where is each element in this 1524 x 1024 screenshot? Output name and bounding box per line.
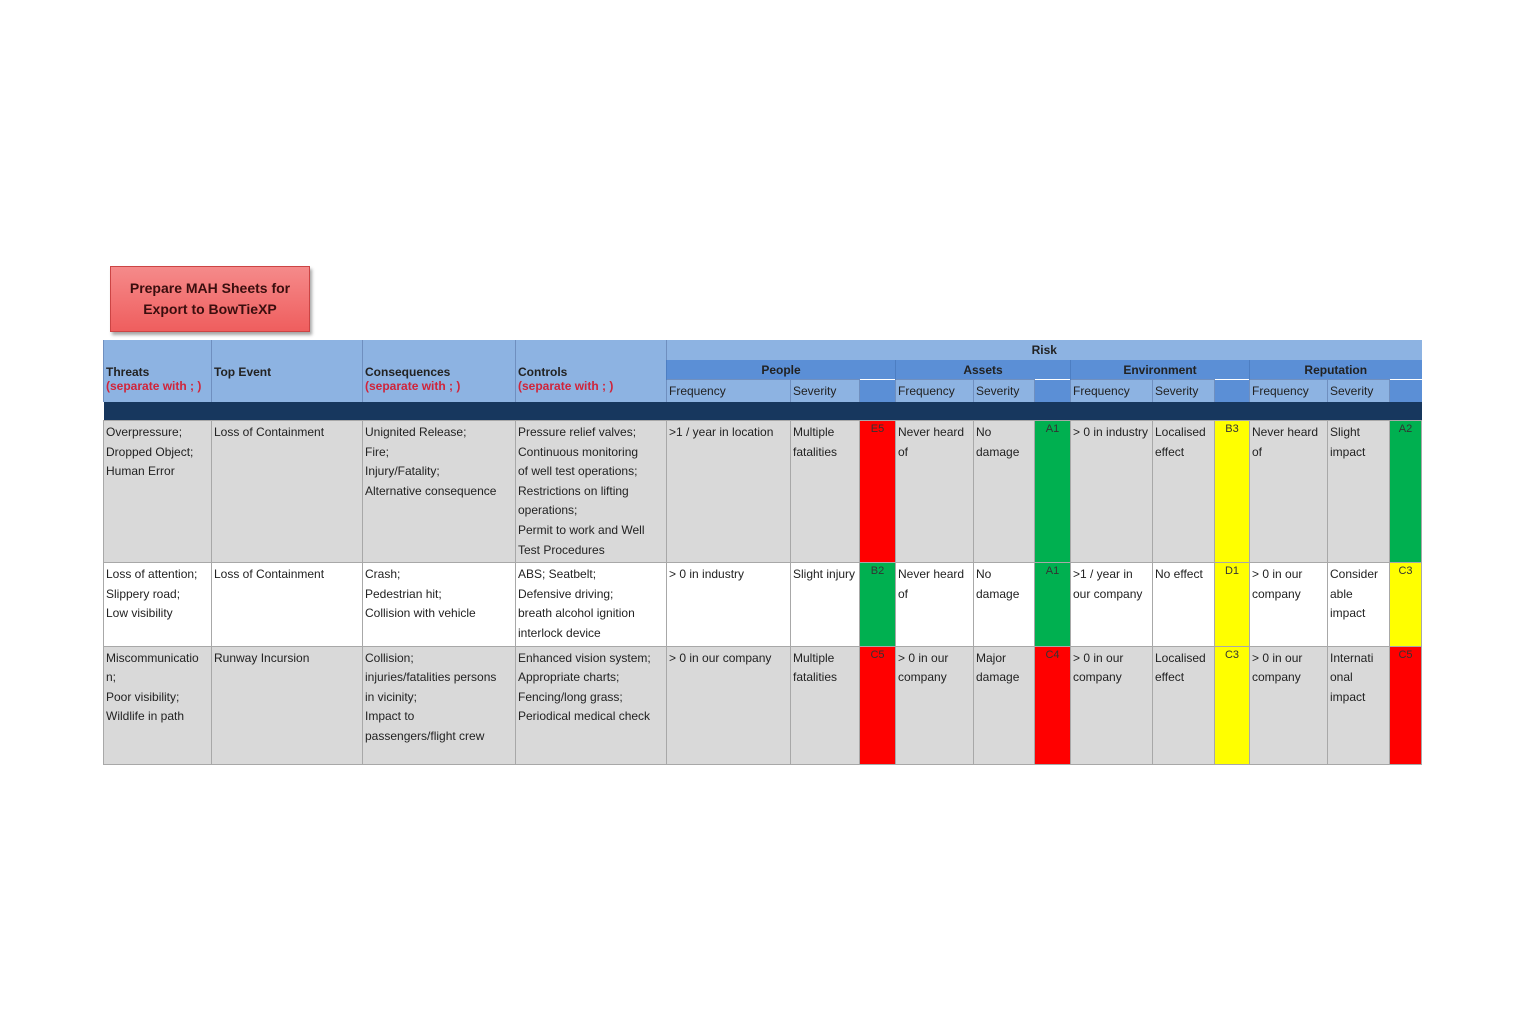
controls-cell-line: Periodical medical check (518, 709, 651, 724)
threats-cell-line: Poor visibility; (106, 689, 180, 704)
controls-cell-line: operations; (518, 503, 578, 518)
top-event-cell[interactable]: Loss of Containment (212, 421, 363, 563)
consequences-header (363, 340, 516, 402)
reputation-risk-rating[interactable]: C3 (1390, 563, 1422, 646)
people-frequency-cell[interactable]: > 0 in industry (667, 563, 791, 646)
people-rating-header (860, 380, 896, 403)
button-label-line2: Export to BowTieXP (143, 301, 277, 317)
top-event-cell[interactable]: Runway Incursion (212, 646, 363, 764)
threats-header-label: Threats (106, 365, 150, 379)
threats-cell[interactable] (104, 563, 212, 646)
threats-cell[interactable] (104, 646, 212, 764)
controls-header (516, 340, 667, 402)
consequences-cell-line: Crash; (365, 567, 401, 582)
controls-cell-line: Defensive driving; (518, 586, 614, 601)
threats-separate-note: (separate with ; ) (106, 379, 202, 393)
threats-cell-line: Slippery road; (106, 586, 181, 601)
controls-cell[interactable] (516, 646, 667, 764)
people-header: People (667, 360, 896, 380)
assets-frequency-cell[interactable]: Never heard of (896, 421, 974, 563)
reputation-header: Reputation (1250, 360, 1422, 380)
people-risk-rating[interactable]: E5 (860, 421, 896, 563)
controls-cell-line: Continuous monitoring (518, 444, 639, 459)
consequences-cell[interactable] (363, 646, 516, 764)
controls-cell-line: Test Procedures (518, 542, 605, 557)
data-rows (104, 421, 1422, 765)
assets-risk-rating[interactable]: A1 (1035, 563, 1071, 646)
threats-header (104, 340, 212, 402)
people-frequency-cell[interactable]: >1 / year in location (667, 421, 791, 563)
prepare-mah-sheets-button[interactable] (110, 266, 310, 332)
table-row (104, 646, 1422, 764)
threats-cell-line: Low visibility (106, 606, 173, 621)
threats-cell-line: Wildlife in path (106, 709, 185, 724)
consequences-cell[interactable] (363, 421, 516, 563)
environment-risk-rating[interactable]: B3 (1215, 421, 1250, 563)
risk-header: Risk (667, 340, 1422, 360)
consequences-cell-line: Collision; (365, 650, 414, 665)
reputation-severity-cell[interactable]: Internati onal impact (1328, 646, 1390, 764)
consequences-header-label: Consequences (365, 365, 451, 379)
controls-separate-note: (separate with ; ) (518, 379, 614, 393)
consequences-cell[interactable] (363, 563, 516, 646)
controls-cell-line: Restrictions on lifting (518, 483, 629, 498)
button-label-line1: Prepare MAH Sheets for (129, 280, 291, 296)
assets-severity-cell[interactable]: Major damage (974, 646, 1035, 764)
controls-cell-line: Enhanced vision system; (518, 650, 651, 665)
environment-severity-header: Severity (1153, 380, 1215, 403)
controls-cell-line: Permit to work and Well (518, 522, 645, 537)
controls-cell-line: ABS; Seatbelt; (518, 567, 597, 582)
consequences-cell-line: passengers/flight crew (365, 728, 485, 743)
assets-rating-header (1035, 380, 1071, 403)
assets-risk-rating[interactable]: A1 (1035, 421, 1071, 563)
environment-severity-cell[interactable]: Localised effect (1153, 421, 1215, 563)
people-frequency-header: Frequency (667, 380, 791, 403)
environment-frequency-cell[interactable]: > 0 in industry (1071, 421, 1153, 563)
consequences-separate-note: (separate with ; ) (365, 379, 461, 393)
consequences-cell-line: Unignited Release; (365, 425, 467, 439)
people-severity-cell[interactable]: Multiple fatalities (791, 646, 860, 764)
assets-severity-header: Severity (974, 380, 1035, 403)
risk-register-table (103, 340, 1422, 765)
controls-cell-line: interlock device (518, 625, 601, 640)
environment-header: Environment (1071, 360, 1250, 380)
reputation-severity-header: Severity (1328, 380, 1390, 403)
consequences-cell-line: Pedestrian hit; (365, 586, 442, 601)
assets-frequency-cell[interactable]: > 0 in our company (896, 646, 974, 764)
controls-cell-line: Fencing/long grass; (518, 689, 623, 704)
people-severity-header: Severity (791, 380, 860, 403)
threats-cell-line: Overpressure; (106, 425, 183, 439)
environment-rating-header (1215, 380, 1250, 403)
reputation-frequency-cell[interactable]: Never heard of (1250, 421, 1328, 563)
controls-cell-line: of well test operations; (518, 464, 638, 479)
threats-cell[interactable] (104, 421, 212, 563)
reputation-risk-rating[interactable]: A2 (1390, 421, 1422, 563)
reputation-frequency-header: Frequency (1250, 380, 1328, 403)
assets-severity-cell[interactable]: No damage (974, 563, 1035, 646)
assets-frequency-cell[interactable]: Never heard of (896, 563, 974, 646)
environment-frequency-cell[interactable]: >1 / year in our company (1071, 563, 1153, 646)
environment-risk-rating[interactable]: C3 (1215, 646, 1250, 764)
table-row (104, 563, 1422, 646)
reputation-frequency-cell[interactable]: > 0 in our company (1250, 563, 1328, 646)
reputation-severity-cell[interactable]: Slight impact (1328, 421, 1390, 563)
reputation-rating-header (1390, 380, 1422, 403)
consequences-cell-line: in vicinity; (365, 689, 418, 704)
consequences-cell-line: Fire; (365, 444, 389, 459)
top-event-cell[interactable]: Loss of Containment (212, 563, 363, 646)
header-rows (104, 340, 1422, 421)
reputation-frequency-cell[interactable]: > 0 in our company (1250, 646, 1328, 764)
threats-cell-line: n; (106, 670, 117, 685)
people-severity-cell[interactable]: Multiple fatalities (791, 421, 860, 563)
controls-cell[interactable] (516, 563, 667, 646)
threats-cell-line: Human Error (106, 464, 175, 479)
threats-cell-line: Loss of attention; (106, 567, 198, 582)
people-frequency-cell[interactable]: > 0 in our company (667, 646, 791, 764)
controls-cell-line: Pressure relief valves; (518, 425, 637, 439)
controls-cell-line: Appropriate charts; (518, 670, 620, 685)
reputation-severity-cell[interactable]: Consider able impact (1328, 563, 1390, 646)
threats-cell-line: Dropped Object; (106, 444, 194, 459)
table-row (104, 421, 1422, 563)
people-severity-cell[interactable]: Slight injury (791, 563, 860, 646)
environment-frequency-header: Frequency (1071, 380, 1153, 403)
assets-frequency-header: Frequency (896, 380, 974, 403)
environment-risk-rating[interactable]: D1 (1215, 563, 1250, 646)
consequences-cell-line: Injury/Fatality; (365, 464, 440, 479)
consequences-cell-line: injuries/fatalities persons (365, 670, 497, 685)
controls-header-label: Controls (518, 365, 568, 379)
controls-cell-line: breath alcohol ignition (518, 606, 635, 621)
consequences-cell-line: Impact to (365, 709, 415, 724)
consequences-cell-line: Alternative consequence (365, 483, 497, 498)
header-divider-row (104, 402, 1422, 421)
environment-frequency-cell[interactable]: > 0 in our company (1071, 646, 1153, 764)
assets-header: Assets (896, 360, 1071, 380)
top-event-header-label: Top Event (214, 365, 272, 379)
reputation-risk-rating[interactable]: C5 (1390, 646, 1422, 764)
threats-cell-line: Miscommunicatio (106, 650, 199, 665)
controls-cell[interactable] (516, 421, 667, 563)
environment-severity-cell[interactable]: Localised effect (1153, 646, 1215, 764)
people-risk-rating[interactable]: C5 (860, 646, 896, 764)
top-event-header (212, 340, 363, 402)
consequences-cell-line: Collision with vehicle (365, 606, 476, 621)
assets-risk-rating[interactable]: C4 (1035, 646, 1071, 764)
environment-severity-cell[interactable]: No effect (1153, 563, 1215, 646)
people-risk-rating[interactable]: B2 (860, 563, 896, 646)
assets-severity-cell[interactable]: No damage (974, 421, 1035, 563)
